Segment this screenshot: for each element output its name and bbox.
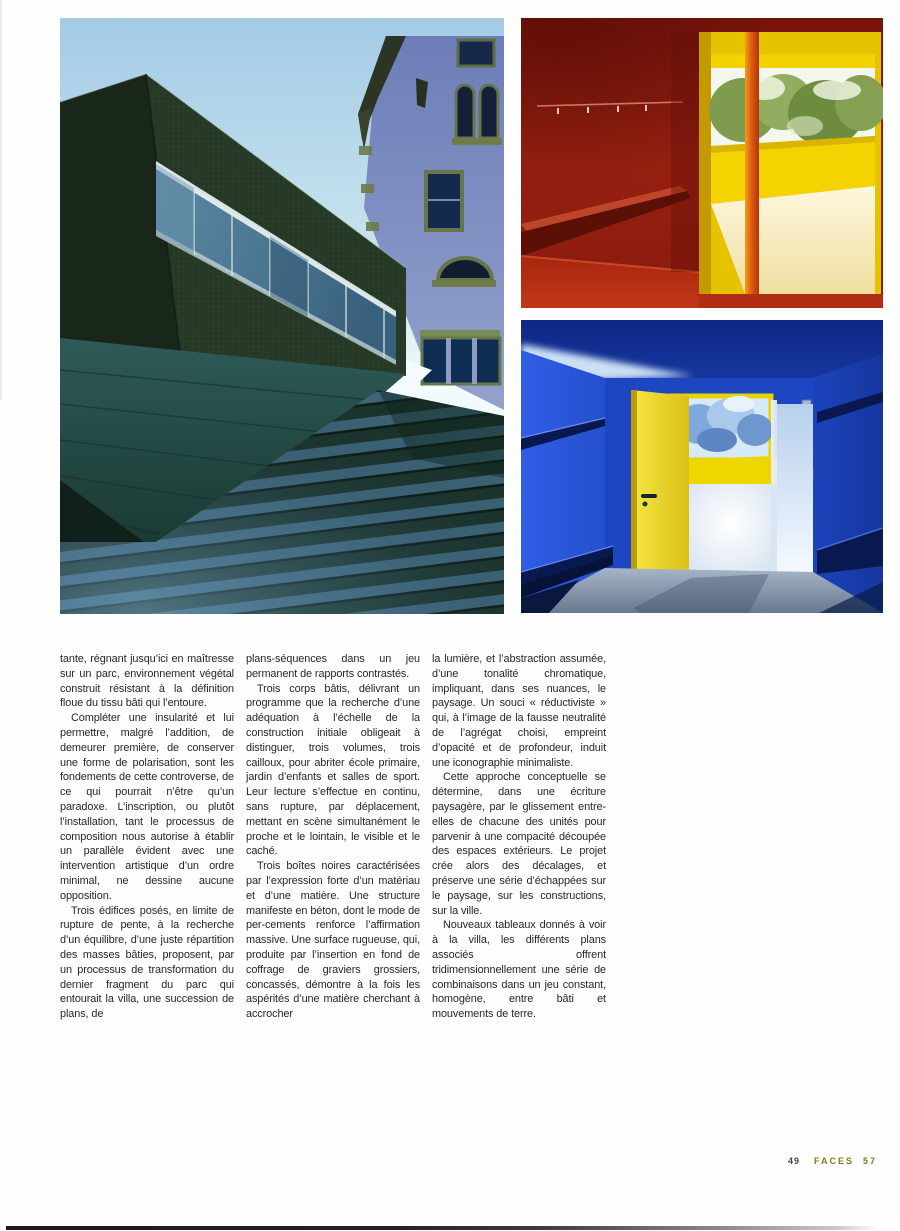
blue-room-illustration xyxy=(521,320,883,613)
text-paragraph: Trois édifices posés, en limite de rupture de pente, à la recherche d’un équilibre, d’une juste répartition des masses bâties, proposent, par un processus de transformation du dernier fragment du parc qui entourait la villa, une succession de plans, de xyxy=(60,904,234,1021)
text-paragraph: plans-séquences dans un jeu permanent de rapports contrastés. xyxy=(246,653,420,680)
text-column-1 xyxy=(60,652,234,1022)
text-paragraph: la lumière, et l’abstraction assumée, d’une tonalité chromatique, impliquant, dans ses nuances, le paysage. Un souci « réductiviste » qui, à l’image de la fausse neutralité de l’agrégat choisi, empreint d’opacité et de profondeur, induit une iconographie minimaliste. xyxy=(432,653,606,769)
school-building-illustration xyxy=(60,18,504,614)
magazine-folio: FACES 57 xyxy=(813,1156,877,1166)
red-room-illustration xyxy=(521,18,883,308)
text-paragraph: tante, régnant jusqu’ici en maîtresse sur un parc, environnement végétal construit résistant à la définition floue du tissu bâti qui l’entoure. xyxy=(60,653,234,710)
text-column-3 xyxy=(432,652,606,1022)
page-number: 49 xyxy=(787,1156,800,1166)
door-handle xyxy=(641,494,657,498)
text-paragraph: Trois boîtes noires caractérisées par l’expression forte d’un matériau et d’une matière. Une structure manifeste en béton, dont le mode de per-cements renforce l’affirmation massive. Une surface rugueuse, qui, produite par l’insertion en fond de coffrage de graviers grossiers, concassés, démontre à la fois les aspérités d’une matière cherchant à accrocher xyxy=(246,860,420,1021)
text-paragraph: Trois corps bâtis, délivrant un programme que la recherche d’une adéquation à l’échelle de la construction initiale obligeait à distinguer, trois volumes, trois cailloux, pour abriter école primaire, jardin d’enfants et salles de sport. Leur lecture s’effectue en continu, sans rupture, par déplacement, mettant en scène simultanément le proche et le lointain, le visible et le caché. xyxy=(246,682,420,858)
doorway-opening xyxy=(699,32,883,294)
photo-school-building-stairs xyxy=(60,18,504,614)
door-stile xyxy=(745,32,759,294)
page-edge-artifact-left xyxy=(0,0,2,400)
page-footer xyxy=(788,1156,877,1166)
page-edge-artifact-bottom xyxy=(6,1226,879,1230)
bright-doorway xyxy=(689,484,771,572)
photo-red-cloakroom xyxy=(521,18,883,308)
text-paragraph: Compléter une insularité et lui permettre, malgré l’addition, de demeurer première, de conserver une forme de polarisation, sont les fondements de cette controverse, de ce qui pourrait n’être qu’un paradoxe. L’inscription, ou plutôt l’installation, tant le processus de composition nous autorise à établir un parallèle évident avec une intervention artistique d’un ordre minimal, ne dessine aucune opposition. xyxy=(60,712,234,902)
text-paragraph: Nouveaux tableaux donnés à voir à la villa, les différents plans associés offrent tridimensionnellement une série de combinaisons dans un jeu constant, homogène, entre bâti et mouvements de terre. xyxy=(432,919,606,1021)
photo-blue-cloakroom xyxy=(521,320,883,613)
text-column-2 xyxy=(246,652,420,1022)
right-wall xyxy=(813,354,883,613)
doorway xyxy=(671,396,813,572)
text-paragraph: Cette approche conceptuelle se détermine, dans une écriture paysagère, par le glissement entre-elles de chacune des unités pour parvenir à une compacité découpée des espaces extérieurs. Le projet crée alors des décalages, et préserve une série d’échappées sur le paysage, sur les constructions, sur la ville. xyxy=(432,771,606,917)
article-text xyxy=(60,652,606,1022)
